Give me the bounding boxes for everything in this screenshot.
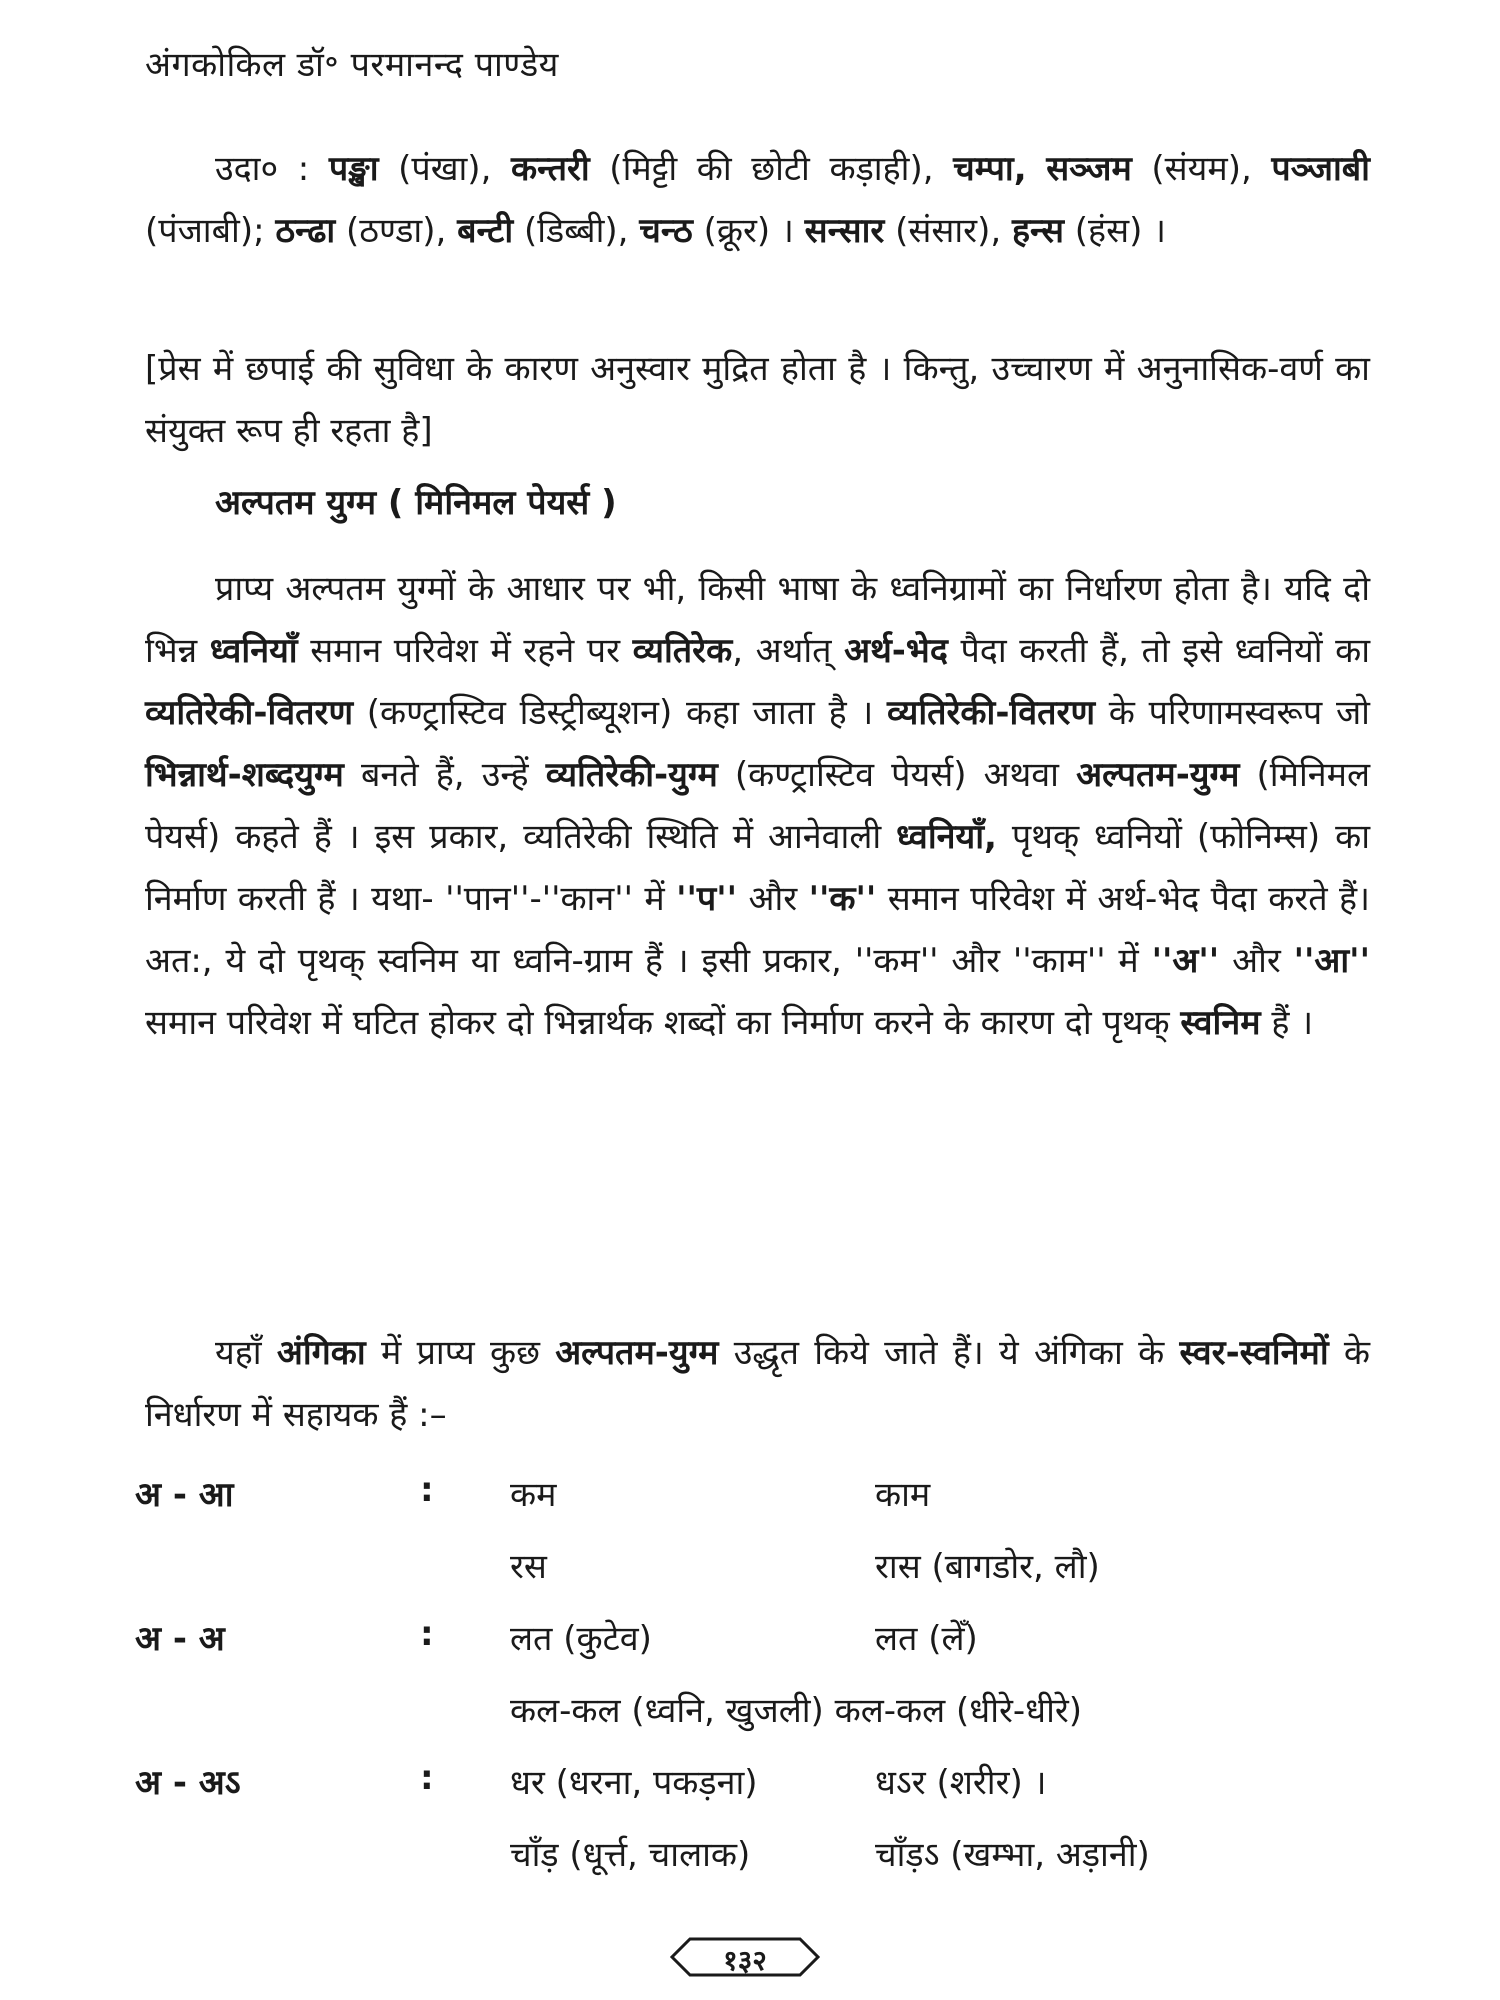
paragraph-examples [145,138,1370,262]
pair-w2: रास (बागडोर, लौ) [875,1547,1100,1587]
page-number-text: १३२ [723,1944,767,1977]
section-heading: अल्पतम युग्म ( मिनिमल पेयर्स ) [215,483,617,523]
bold-term: हन्स [1011,211,1064,251]
text-run: उदा० : [215,149,329,189]
text-run: (मिट्टी की छोटी कड़ाही), [589,149,954,189]
pair-row [135,1542,1375,1614]
text-run: (कण्ट्रास्टिव डिस्ट्रीब्यूशन) कहा जाता है । [353,693,887,733]
text-run: यहाँ [215,1333,277,1373]
pair-label: अ - अऽ [135,1763,241,1803]
paragraph-minimal-pairs [145,558,1370,1054]
text-run: (मिनिमल पेयर्स) कहते हैं । इस प्रकार, व्यतिरेकी स्थिति में आनेवाली [145,755,1371,857]
bold-term: व्यतिरेकी-वितरण [145,693,354,733]
text-run: (ठण्डा), [335,211,458,251]
text-run: (कण्ट्रास्टिव पेयर्स) अथवा [717,755,1077,795]
bold-term: अल्पतम-युग्म [555,1333,719,1373]
pair-w1: धर (धरना, पकड़ना) [510,1763,758,1803]
text-run: (क्रूर) । [692,211,805,251]
text-run [1027,149,1047,189]
pair-w2: चाँड़ऽ (खम्भा, अड़ानी) [875,1835,1150,1875]
pair-row [135,1686,1375,1758]
pair-w1: लत (कुटेव) [510,1619,652,1659]
bold-term: ध्वनियाँ, [896,817,997,857]
text-run: (पंखा), [378,149,511,189]
bold-term: ''अ'' [1151,941,1220,981]
text-run: समान परिवेश में अर्थ-भेद पैदा करते हैं। अत:, ये दो पृथक् स्वनिम या ध्वनि-ग्राम हैं । इसी प्रकार, ''कम'' और ''काम'' में [145,879,1370,981]
bold-term: ठन्ढा [275,211,336,251]
text-run: (पंजाबी); [145,211,276,251]
paragraph-note [145,338,1370,462]
bold-term: व्यतिरेकी-वितरण [886,693,1096,733]
bold-term: अंगिका [276,1333,366,1373]
pair-w1: रस [510,1547,547,1587]
text-run: और [1219,941,1294,981]
bold-term: स्वर-स्वनिमों [1179,1333,1329,1373]
text-run: (संयम), [1131,149,1272,189]
pair-w1: चाँड़ (धूर्त्त, चालाक) [510,1835,751,1875]
bold-term: पञ्जाबी [1271,149,1370,189]
bold-term: व्यतिरेकी-युग्म [545,755,718,795]
text-run: समान परिवेश में घटित होकर दो भिन्नार्थक शब्दों का निर्माण करने के कारण दो पृथक् [145,1003,1181,1043]
pair-colon: : [420,1758,434,1798]
text-run: (संसार), [884,211,1012,251]
text-run: बनते हैं, उन्हें [343,755,546,795]
bold-term: ''प'' [676,879,738,919]
pair-colon: : [420,1614,434,1654]
bold-term: पङ्खा [328,149,379,189]
bold-term: अर्थ-भेद [844,631,948,671]
pair-w2: धऽर (शरीर) । [875,1763,1047,1803]
text-run: समान परिवेश में रहने पर [297,631,633,671]
bold-term: चन्ठ [639,211,693,251]
text-run: हैं । [1260,1003,1314,1043]
bold-term: अल्पतम-युग्म [1076,755,1240,795]
text-run: प्राप्य अल्पतम युग्मों के आधार पर भी, किसी भाषा के ध्वनिग्रामों का निर्धारण होता है। यदि दो भिन्न [145,569,1370,671]
page-number [670,1935,820,1979]
bold-term: सञ्जम [1046,149,1132,189]
bold-term: व्यतिरेक [632,631,733,671]
pair-label: अ - अ [135,1619,225,1659]
text-run: , अर्थात् [732,631,845,671]
pair-w2: काम [875,1475,931,1515]
pair-row [135,1470,1375,1542]
pair-colon: : [420,1470,434,1510]
bold-term: बन्टी [457,211,514,251]
text-run: [प्रेस में छपाई की सुविधा के कारण अनुस्वार मुद्रित होता है । किन्तु, उच्चारण में अनुनासिक-वर्ण का संयुक्त रूप ही रहता है] [145,349,1370,451]
bold-term: स्वनिम [1180,1003,1261,1043]
text-run: के निर्धारण में सहायक हैं :– [145,1333,1371,1435]
minimal-pairs-list [135,1470,1375,1902]
pair-w2: लत (लेँ) [875,1619,978,1659]
bold-term: भिन्नार्थ-शब्दयुग्म [145,755,344,795]
text-run: (हंस) । [1063,211,1167,251]
bold-term: चम्पा, [953,149,1027,189]
pair-row [135,1830,1375,1902]
text-run: उद्धृत किये जाते हैं। ये अंगिका के [718,1333,1180,1373]
text-run: में प्राप्य कुछ [365,1333,556,1373]
pair-w1: कम [510,1475,557,1515]
text-run: पृथक् ध्वनियों (फोनिम्स) का निर्माण करती हैं । यथा- ''पान''-''कान'' में [145,817,1370,919]
bold-term: ''क'' [808,879,877,919]
bold-term: ''आ'' [1293,941,1370,981]
pair-label: अ - आ [135,1475,234,1515]
bold-term: ध्वनियाँ [209,631,298,671]
text-run: के परिणामस्वरूप जो [1095,693,1370,733]
bold-term: सन्सार [804,211,885,251]
pair-row [135,1758,1375,1830]
running-header: अंगकोकिल डॉ॰ परमानन्द पाण्डेय [145,45,559,85]
paragraph-angika-intro [145,1322,1370,1446]
bold-term: कन्तरी [511,149,590,189]
text-run: (डिब्बी), [513,211,640,251]
pair-row [135,1614,1375,1686]
pair-w1: कल-कल (ध्वनि, खुजली) कल-कल (धीरे-धीरे) [510,1691,1083,1731]
text-run: पैदा करती हैं, तो इसे ध्वनियों का [947,631,1371,671]
text-run: और [737,879,809,919]
